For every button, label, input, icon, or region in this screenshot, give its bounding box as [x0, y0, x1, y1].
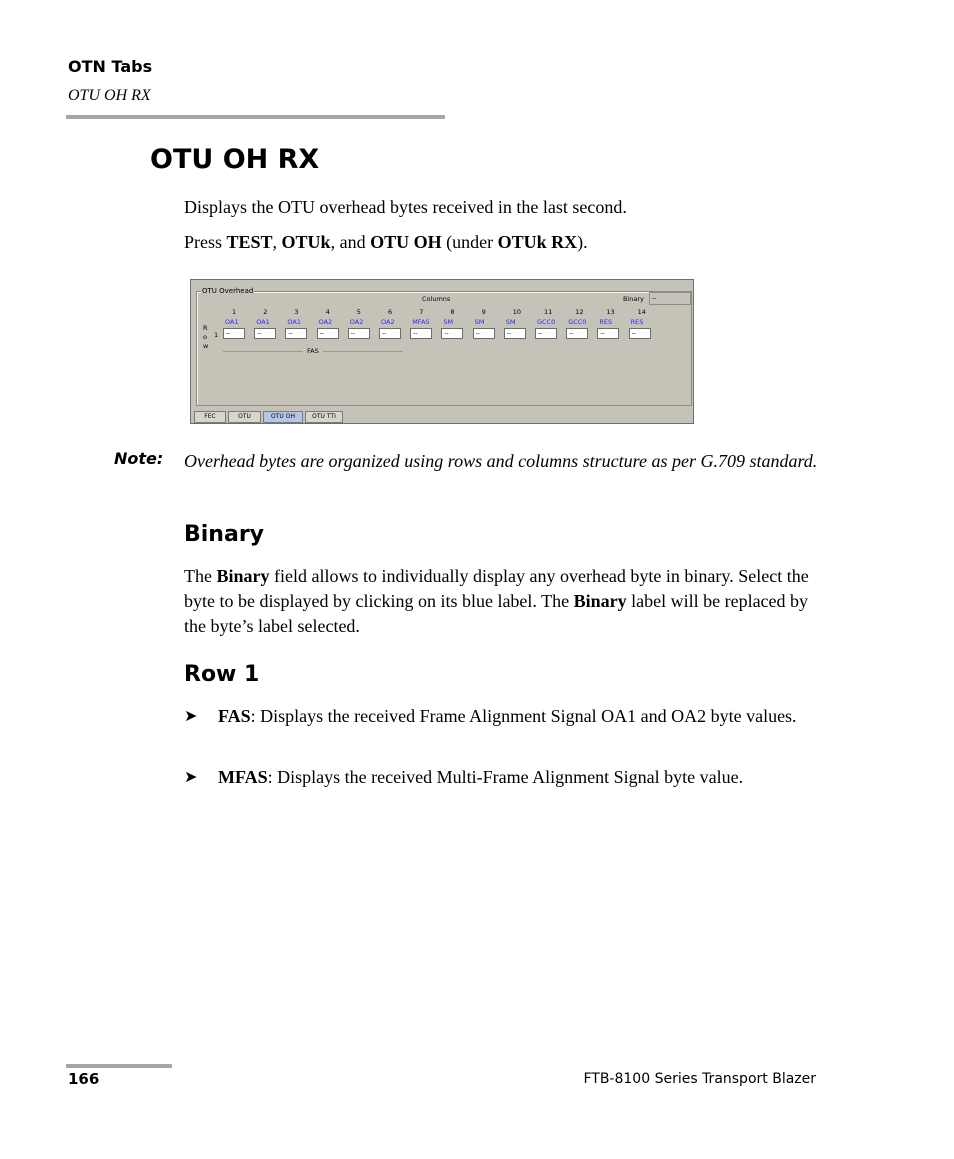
fas-label: FAS [307, 347, 319, 355]
byte-value-field: -- [441, 328, 463, 339]
column-number: 14 [637, 308, 646, 316]
column-number: 1 [232, 308, 237, 316]
byte-label-link[interactable]: OA2 [349, 318, 364, 326]
note-label: Note: [114, 449, 164, 468]
column-number: 2 [263, 308, 268, 316]
tab-otu[interactable]: OTU [228, 411, 261, 423]
column-number: 4 [325, 308, 330, 316]
byte-value-field: -- [254, 328, 276, 339]
intro-paragraph: Displays the OTU overhead bytes received in the last second. [184, 197, 627, 217]
note-text: Overhead bytes are organized using rows and columns structure as per G.709 standard. [184, 451, 818, 471]
binary-label: Binary [623, 295, 644, 303]
byte-label-link[interactable]: OA1 [287, 318, 301, 326]
bullet-arrow-icon: ➤ [184, 767, 198, 786]
row-label-r: R [203, 324, 208, 332]
press-instruction: Press TEST, OTUk, and OTU OH (under OTUk RX). [184, 232, 588, 252]
binary-heading: Binary [184, 522, 265, 547]
byte-label-link[interactable]: MFAS [412, 318, 430, 326]
footer-rule [66, 1064, 172, 1068]
byte-value-field: -- [379, 328, 401, 339]
byte-value-field: -- [629, 328, 651, 339]
tab-otu-oh[interactable]: OTU OH [263, 411, 303, 423]
byte-label-link[interactable]: SM [505, 318, 516, 326]
byte-value-field: -- [285, 328, 307, 339]
page-number: 166 [68, 1070, 100, 1088]
byte-value-field: -- [473, 328, 495, 339]
fas-line-right [323, 351, 403, 352]
row-label-w: w [203, 342, 209, 350]
byte-value-field: -- [597, 328, 619, 339]
column-number: 7 [419, 308, 424, 316]
column-number: 5 [356, 308, 361, 316]
byte-label-link[interactable]: OA1 [256, 318, 270, 326]
column-number: 13 [606, 308, 615, 316]
byte-value-field: -- [535, 328, 557, 339]
running-header-chapter: OTN Tabs [68, 57, 153, 76]
binary-value-field[interactable]: -- [649, 292, 691, 305]
byte-label-link[interactable]: OA2 [381, 318, 395, 326]
column-number: 11 [544, 308, 553, 316]
byte-label-link[interactable]: OA1 [225, 318, 239, 326]
fas-line-left [223, 351, 303, 352]
running-header-section: OTU OH RX [68, 87, 151, 104]
row-label-o: o [203, 333, 207, 341]
column-number: 12 [575, 308, 584, 316]
columns-label: Columns [422, 295, 451, 303]
bullet-mfas: MFAS: Displays the received Multi-Frame Alignment Signal byte value. [218, 767, 744, 787]
byte-value-field: -- [348, 328, 370, 339]
header-rule [66, 115, 445, 119]
page-title: OTU OH RX [150, 144, 320, 175]
tab-fec[interactable]: FEC [194, 411, 226, 423]
row-number: 1 [214, 331, 219, 339]
bullet-fas: FAS: Displays the received Frame Alignment Signal OA1 and OA2 byte values. [218, 706, 797, 726]
column-number: 9 [481, 308, 486, 316]
row1-heading: Row 1 [184, 662, 260, 687]
column-number: 6 [388, 308, 393, 316]
byte-label-link[interactable]: RES [599, 318, 613, 326]
otu-overhead-group [196, 287, 692, 406]
byte-value-field: -- [566, 328, 588, 339]
footer-product: FTB-8100 Series Transport Blazer [583, 1071, 816, 1087]
byte-label-link[interactable]: SM [443, 318, 454, 326]
column-number: 3 [294, 308, 299, 316]
column-number: 8 [450, 308, 455, 316]
byte-label-link[interactable]: GCC0 [537, 318, 556, 326]
byte-label-link[interactable]: RES [630, 318, 644, 326]
binary-paragraph: The Binary field allows to individually display any overhead byte in binary. Select the byte to be displayed by clicking on its blue label. The Binary label will be replaced by the byte’s label selected. [184, 566, 809, 636]
byte-label-link[interactable]: GCC0 [568, 318, 587, 326]
byte-value-field: -- [504, 328, 526, 339]
column-number: 10 [512, 308, 522, 316]
byte-value-field: -- [223, 328, 245, 339]
tab-otu-tti[interactable]: OTU TTI [305, 411, 343, 423]
byte-value-field: -- [410, 328, 432, 339]
byte-label-link[interactable]: SM [474, 318, 485, 326]
byte-value-field: -- [317, 328, 339, 339]
bullet-arrow-icon: ➤ [184, 706, 198, 725]
byte-label-link[interactable]: OA2 [318, 318, 333, 326]
group-title: OTU Overhead [202, 287, 254, 295]
otu-oh-rx-screenshot [190, 279, 694, 424]
